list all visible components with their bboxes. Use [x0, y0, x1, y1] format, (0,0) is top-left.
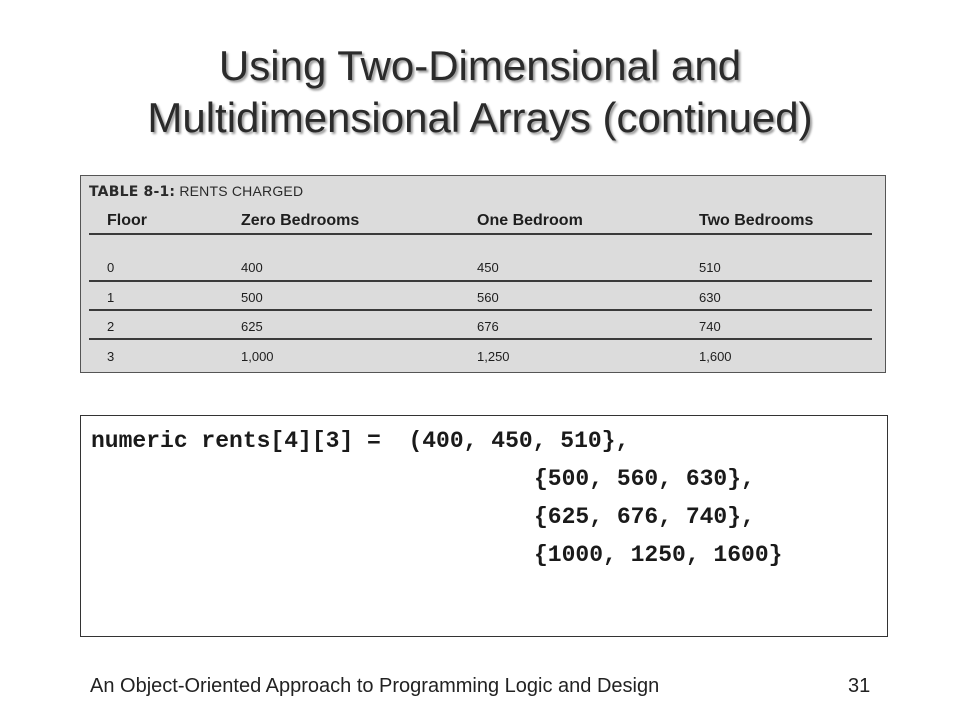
table-cell-one-bedroom: 676	[477, 319, 499, 334]
slide-title-line-2: Multidimensional Arrays (continued)	[147, 94, 813, 141]
code-line: {500, 560, 630},	[534, 466, 755, 492]
table-cell-two-bedrooms: 740	[699, 319, 721, 334]
table-cell-zero-bedrooms: 625	[241, 319, 263, 334]
table-cell-floor: 1	[107, 290, 115, 305]
table-header-rule	[89, 233, 872, 235]
table-cell-zero-bedrooms: 1,000	[241, 349, 274, 364]
table-header-floor: Floor	[107, 212, 147, 229]
slide-title	[0, 40, 960, 144]
table-header-two-bedrooms: Two Bedrooms	[699, 212, 814, 229]
table-cell-floor: 0	[107, 260, 115, 275]
table-caption-label: TABLE 8-1:	[89, 184, 176, 200]
table-row-rule	[89, 309, 872, 311]
code-line: {1000, 1250, 1600}	[534, 542, 783, 568]
table-row-rule	[89, 280, 872, 282]
table-cell-one-bedroom: 450	[477, 260, 499, 275]
table-cell-one-bedroom: 560	[477, 290, 499, 305]
table-cell-one-bedroom: 1,250	[477, 349, 510, 364]
table-header-one-bedroom: One Bedroom	[477, 212, 583, 229]
table-cell-zero-bedrooms: 500	[241, 290, 263, 305]
code-box	[80, 415, 888, 637]
table-cell-two-bedrooms: 1,600	[699, 349, 732, 364]
code-line: {625, 676, 740},	[534, 504, 755, 530]
table-header-zero-bedrooms: Zero Bedrooms	[241, 212, 360, 229]
table-caption-title: RENTS CHARGED	[179, 183, 304, 199]
table-caption	[89, 183, 303, 200]
table-cell-floor: 2	[107, 319, 115, 334]
page-number: 31	[848, 675, 871, 697]
rents-table-figure	[80, 175, 886, 373]
table-cell-two-bedrooms: 630	[699, 290, 721, 305]
table-cell-two-bedrooms: 510	[699, 260, 721, 275]
footer-text: An Object-Oriented Approach to Programming Logic and Design	[90, 675, 660, 697]
table-cell-floor: 3	[107, 349, 115, 364]
slide-title-line-1: Using Two-Dimensional and	[218, 42, 742, 89]
table-cell-zero-bedrooms: 400	[241, 260, 263, 275]
table-row-rule	[89, 338, 872, 340]
code-line: numeric rents[4][3] = (400, 450, 510},	[91, 428, 630, 454]
